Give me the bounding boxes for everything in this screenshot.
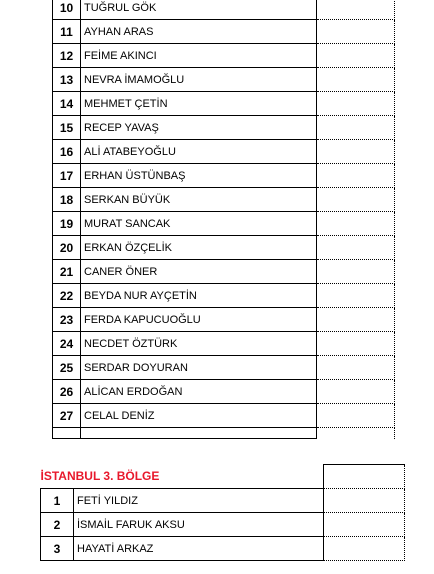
blank-cell	[317, 380, 395, 404]
table-row	[41, 537, 405, 561]
blank-cell	[324, 537, 405, 561]
row-number: 17	[53, 164, 81, 188]
candidate-name: MURAT SANCAK	[81, 212, 317, 236]
blank-cell	[317, 68, 395, 92]
blank-cell	[324, 465, 405, 489]
table-row	[53, 44, 395, 68]
blank-cell	[317, 356, 395, 380]
row-number: 19	[53, 212, 81, 236]
blank-cell	[317, 164, 395, 188]
table-row	[53, 140, 395, 164]
empty-cell	[81, 428, 317, 439]
row-number: 3	[41, 537, 74, 561]
empty-row	[53, 428, 395, 439]
row-number: 24	[53, 332, 81, 356]
blank-cell	[317, 188, 395, 212]
region-title: İSTANBUL 3. BÖLGE	[41, 465, 324, 489]
candidate-name: MEHMET ÇETİN	[81, 92, 317, 116]
row-number: 23	[53, 308, 81, 332]
table-row	[53, 332, 395, 356]
candidate-name: TUĞRUL GÖK	[81, 0, 317, 20]
candidate-name: SERDAR DOYURAN	[81, 356, 317, 380]
table-row	[41, 489, 405, 513]
candidate-name: ALİCAN ERDOĞAN	[81, 380, 317, 404]
candidate-name: İSMAİL FARUK AKSU	[74, 513, 324, 537]
blank-cell	[317, 284, 395, 308]
candidate-name: ERHAN ÜSTÜNBAŞ	[81, 164, 317, 188]
row-number: 12	[53, 44, 81, 68]
blank-cell	[317, 332, 395, 356]
blank-cell	[317, 308, 395, 332]
table-row	[53, 260, 395, 284]
candidate-name: AYHAN ARAS	[81, 20, 317, 44]
candidate-name: NEVRA İMAMOĞLU	[81, 68, 317, 92]
blank-cell	[317, 212, 395, 236]
row-number: 14	[53, 92, 81, 116]
row-number: 26	[53, 380, 81, 404]
table-row	[53, 308, 395, 332]
row-number: 1	[41, 489, 74, 513]
candidate-name: HAYATİ ARKAZ	[74, 537, 324, 561]
table-row	[53, 116, 395, 140]
empty-cell	[317, 428, 395, 439]
candidate-name: FERDA KAPUCUOĞLU	[81, 308, 317, 332]
candidate-name: NECDET ÖZTÜRK	[81, 332, 317, 356]
table-row	[53, 68, 395, 92]
candidate-name: CELAL DENİZ	[81, 404, 317, 428]
table-row	[53, 404, 395, 428]
row-number: 10	[53, 0, 81, 20]
blank-cell	[324, 513, 405, 537]
table-row	[53, 164, 395, 188]
row-number: 20	[53, 236, 81, 260]
table-row	[53, 188, 395, 212]
table-row	[53, 236, 395, 260]
blank-cell	[317, 236, 395, 260]
row-number: 18	[53, 188, 81, 212]
empty-cell	[53, 428, 81, 439]
row-number: 11	[53, 20, 81, 44]
candidate-name: FEİME AKINCI	[81, 44, 317, 68]
blank-cell	[317, 20, 395, 44]
blank-cell	[317, 44, 395, 68]
row-number: 13	[53, 68, 81, 92]
table-row	[41, 513, 405, 537]
row-number: 2	[41, 513, 74, 537]
row-number: 25	[53, 356, 81, 380]
row-number: 15	[53, 116, 81, 140]
row-number: 21	[53, 260, 81, 284]
candidate-name: ALİ ATABEYOĞLU	[81, 140, 317, 164]
blank-cell	[317, 404, 395, 428]
table-row	[53, 92, 395, 116]
candidate-table-2	[40, 464, 405, 561]
blank-cell	[317, 92, 395, 116]
row-number: 27	[53, 404, 81, 428]
table-row	[53, 284, 395, 308]
candidate-name: CANER ÖNER	[81, 260, 317, 284]
blank-cell	[317, 0, 395, 20]
row-number: 16	[53, 140, 81, 164]
table-row	[53, 380, 395, 404]
blank-cell	[324, 489, 405, 513]
blank-cell	[317, 140, 395, 164]
table-row	[53, 356, 395, 380]
row-number: 22	[53, 284, 81, 308]
candidate-name: RECEP YAVAŞ	[81, 116, 317, 140]
candidate-table-1	[52, 0, 395, 439]
blank-cell	[317, 260, 395, 284]
table-row	[53, 0, 395, 20]
candidate-name: ERKAN ÖZÇELİK	[81, 236, 317, 260]
blank-cell	[317, 116, 395, 140]
candidate-name: SERKAN BÜYÜK	[81, 188, 317, 212]
candidate-name: FETİ YILDIZ	[74, 489, 324, 513]
region-header-row	[41, 465, 405, 489]
candidate-name: BEYDA NUR AYÇETİN	[81, 284, 317, 308]
table-row	[53, 212, 395, 236]
table-row	[53, 20, 395, 44]
